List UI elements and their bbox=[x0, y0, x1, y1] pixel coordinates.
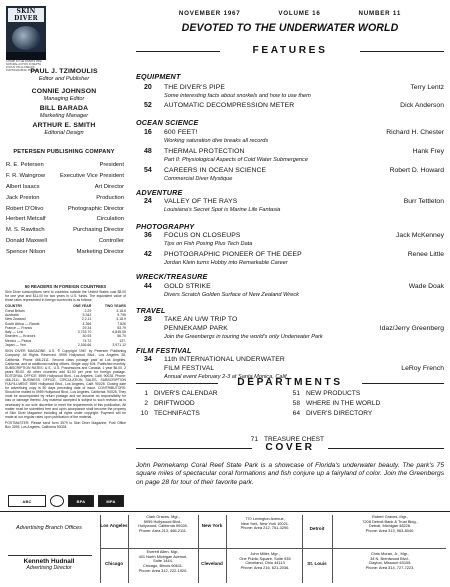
office-address: Everett Allen, Mgr., 401 North Michigan Avenue, Suite 1444, Chicago, Illinois 60611. Phone: Area 312, 222-1920. bbox=[138, 549, 188, 573]
article-subtitle: Jordan Klein turns Hobby into Remarkable Career bbox=[164, 260, 288, 266]
director-name: Kenneth Hudnall bbox=[23, 558, 75, 565]
foreign-rates-intro: Skin Diver subscriptions sent to countries outside the United States cost $8.00 for one year and $11.00 for two years in U.S. funds. The equivalent value of those rates represented in foreign currencies is as follows: bbox=[5, 290, 126, 303]
postmaster-notice: POSTMASTER: Please send form 3579 to Skin Diver Magazine, Post Office Box 3295, Los Angeles, California 90028. bbox=[5, 420, 126, 430]
cover-description: John Pennekamp Coral Reef State Park is a showcase of Florida's underwater beauty. The park's 75 square miles of spectacular coral formations and fish conjure up a fairyland of color. Join the Greenbergs on page 28 for tour of their favorite park. bbox=[136, 462, 444, 486]
page-number: 20 bbox=[144, 84, 152, 91]
table-row: Italy — Lira 3,733.70 6,845.05 bbox=[5, 330, 126, 335]
department-item[interactable] bbox=[288, 409, 372, 418]
category-wreck-treasure: WRECK/TREASURE bbox=[136, 272, 208, 281]
staff-row: M. S. Rawitsch Purchasing Director bbox=[6, 227, 124, 234]
article-title: TAKE AN U/W TRIP TO bbox=[164, 316, 238, 323]
staff-row: Herbert Metcalf Circulation bbox=[6, 216, 124, 223]
article-subtitle: Commercial Diver Mystique bbox=[164, 176, 233, 182]
article-author: Jack McKenney bbox=[396, 232, 444, 239]
advertising-offices bbox=[0, 511, 450, 587]
director-role: Advertising Director bbox=[26, 565, 72, 571]
masthead-name: CONNIE JOHNSON bbox=[31, 88, 97, 95]
page-number: 2 bbox=[144, 400, 148, 407]
article-entry[interactable] bbox=[136, 83, 444, 92]
department-item[interactable] bbox=[288, 389, 360, 398]
article-entry[interactable] bbox=[136, 101, 444, 110]
staff-list bbox=[6, 160, 124, 258]
article-subtitle: Part II: Physiological Aspects of Cold Water Submergence bbox=[164, 157, 308, 163]
cover-line: FOCUS ON CLOSEUPS bbox=[6, 66, 35, 69]
office-city: Cleveland bbox=[201, 561, 223, 566]
department-name: DIVER'S DIRECTORY bbox=[306, 410, 373, 417]
article-entry[interactable] bbox=[136, 315, 444, 324]
abc-logo: ABC bbox=[8, 495, 46, 507]
category-ocean-science: OCEAN SCIENCE bbox=[136, 118, 199, 127]
table-row: Japan — Yen 2,166.66 3,971.12 bbox=[5, 343, 126, 348]
page-number: 1 bbox=[144, 390, 148, 397]
page-number: 28 bbox=[144, 316, 152, 323]
tagline: DEVOTED TO THE UNDERWATER WORLD bbox=[181, 22, 399, 34]
category-adventure: ADVENTURE bbox=[136, 188, 183, 197]
table-row: Australia 5.342 9.795 bbox=[5, 312, 126, 317]
contents-column bbox=[136, 0, 444, 510]
article-author: Burr Tettleton bbox=[403, 198, 444, 205]
masthead-name: BILL BARADA bbox=[39, 105, 89, 112]
advertising-branch-label: Advertising Branch Offices bbox=[16, 525, 82, 531]
article-entry[interactable] bbox=[136, 147, 444, 156]
masthead-design bbox=[0, 122, 128, 137]
article-entry[interactable] bbox=[136, 128, 444, 137]
staff-row: Albert Isaacs Art Director bbox=[6, 183, 124, 190]
office-city: Detroit bbox=[309, 526, 325, 531]
article-entry[interactable] bbox=[136, 250, 444, 259]
table-row: Great Britain 2.29 3.18.6 bbox=[5, 308, 126, 313]
cover-strip bbox=[6, 52, 46, 60]
department-item[interactable] bbox=[136, 389, 218, 398]
masthead-role: Marketing Manager bbox=[39, 113, 89, 119]
department-name: WHERE IN THE WORLD bbox=[306, 400, 381, 407]
masthead-name: PAUL J. TZIMOULIS bbox=[30, 68, 98, 75]
article-title: AUTOMATIC DECOMPRESSION METER bbox=[164, 102, 295, 109]
page-number: 48 bbox=[144, 148, 152, 155]
grid-line bbox=[128, 515, 129, 583]
seal-icon bbox=[50, 495, 64, 507]
department-name: TREASURE CHEST bbox=[264, 436, 325, 443]
page-number: 71 bbox=[250, 436, 258, 443]
article-title: THE DIVER'S PIPE bbox=[164, 84, 226, 91]
category-travel: TRAVEL bbox=[136, 306, 166, 315]
article-author: Hank Frey bbox=[412, 148, 444, 155]
page-number: 44 bbox=[144, 283, 152, 290]
foreign-readers-title: 50 READERS IN FOREIGN COUNTRIES bbox=[24, 284, 107, 289]
subscription-fine-print bbox=[5, 285, 126, 429]
article-title: PHOTOGRAPHIC PIONEER OF THE DEEP bbox=[164, 251, 302, 258]
office-city: Los Angeles bbox=[100, 523, 128, 528]
department-item[interactable] bbox=[136, 409, 200, 418]
article-title: 11th INTERNATIONAL UNDERWATER bbox=[164, 356, 285, 363]
table-row: France — Francs 29.34 53.79 bbox=[5, 325, 126, 330]
staff-row: Spencer Nilson Marketing Director bbox=[6, 249, 124, 256]
page-number: 42 bbox=[144, 251, 152, 258]
masthead-role: Editorial Design bbox=[44, 130, 84, 136]
issue-number: NUMBER 11 bbox=[358, 10, 402, 17]
page-number: 16 bbox=[144, 129, 152, 136]
article-entry[interactable] bbox=[136, 197, 444, 206]
article-subtitle: Tips on Fish Posing Plus Tech Data bbox=[164, 241, 253, 247]
article-author: Robert D. Howard bbox=[389, 167, 444, 174]
departments-heading: DEPARTMENTS bbox=[237, 377, 343, 388]
department-item[interactable] bbox=[288, 399, 380, 408]
office-address: 770 Lexington Avenue, New York, New York 10021. Phone: Area 212, 751-3290. bbox=[240, 516, 290, 531]
article-subtitle: Louisiana's Secret Spot is Marine Life Fantasia bbox=[164, 207, 281, 213]
category-film-festival: FILM FESTIVAL bbox=[136, 346, 192, 355]
office-address: Robert Graves, Mgr., 7208 Detroit Bank & Trust Bldg., Detroit, Michigan 48226. Phone: Area 313, 963-8040. bbox=[362, 514, 418, 534]
advertising-director bbox=[4, 558, 94, 571]
table-row: South Africa — Rands 4.266 7.826 bbox=[5, 321, 126, 326]
foreign-rates-table bbox=[5, 304, 126, 347]
article-author: Wade Doak bbox=[408, 283, 444, 290]
article-entry[interactable] bbox=[136, 282, 444, 291]
page-number: 24 bbox=[144, 198, 152, 205]
department-name: DIVER'S CALENDAR bbox=[154, 390, 218, 397]
rates-header-row: COUNTRY ONE YEAR TWO YEARS bbox=[5, 304, 126, 309]
category-photography: PHOTOGRAPHY bbox=[136, 222, 195, 231]
article-entry[interactable] bbox=[136, 355, 444, 364]
staff-row: R. E. Petersen President bbox=[6, 162, 124, 168]
cover-diver-image bbox=[12, 26, 40, 50]
article-title-line2: FILM FESTIVAL bbox=[164, 365, 215, 372]
skin-diver-logo: SKIN DIVER bbox=[8, 8, 44, 22]
article-author: Renee Little bbox=[407, 251, 444, 258]
masthead-role: Editor and Publisher bbox=[38, 76, 90, 82]
office-city: St. Louis bbox=[307, 561, 327, 566]
table-row: New Zealand 2.2.11 3.18.9 bbox=[5, 317, 126, 322]
office-address: Chris Moran, Jr., Mgr., 34 N. Brentwood Blvd., Clayton, Missouri 63105. Phone: Area 314, 727-7223. bbox=[365, 551, 415, 571]
office-address: John Miller, Mgr., One Public Square, Suite 935 Cleveland, Ohio 44113 Phone: Area 216, 621-2036. bbox=[239, 551, 291, 571]
article-author: LeRoy French bbox=[401, 365, 444, 372]
masthead-managing-editor bbox=[0, 88, 128, 103]
article-subtitle: Divers Scratch Golden Surface of New Zealand Wreck bbox=[164, 292, 299, 298]
article-subtitle: Working saturation dive breaks all records bbox=[164, 138, 269, 144]
page-number: 58 bbox=[292, 400, 300, 407]
masthead-marketing bbox=[0, 105, 128, 120]
bpa-logo: BPA bbox=[68, 495, 94, 507]
article-author: Dick Anderson bbox=[400, 102, 444, 109]
staff-row: F. R. Waingrow Executive Vice President bbox=[6, 172, 124, 179]
publisher-title: PETERSEN PUBLISHING COMPANY bbox=[13, 149, 115, 155]
advertising-divider bbox=[8, 555, 92, 556]
article-title: THERMAL PROTECTION bbox=[164, 148, 245, 155]
article-title: CAREERS IN OCEAN SCIENCE bbox=[164, 167, 267, 174]
association-logos bbox=[8, 495, 126, 507]
page-number: 54 bbox=[144, 167, 152, 174]
department-name: TECHNIFACTS bbox=[154, 410, 200, 417]
staff-row: Jack Preston Production bbox=[6, 194, 124, 201]
page-number: 64 bbox=[292, 410, 300, 417]
office-city: Chicago bbox=[104, 561, 124, 566]
article-author: Idaz/Jerry Greenberg bbox=[379, 325, 444, 332]
masthead-role: Managing Editor bbox=[43, 96, 85, 102]
table-row: Mexico — Pesos 74.72 137. bbox=[5, 338, 126, 343]
article-title-line2: PENNEKAMP PARK bbox=[164, 325, 228, 332]
article-title: VALLEY OF THE RAYS bbox=[164, 198, 238, 205]
grid-line bbox=[226, 515, 227, 583]
staff-row: Robert D'Olivo Photographic Director bbox=[6, 205, 124, 212]
article-entry[interactable] bbox=[136, 166, 444, 175]
category-equipment: EQUIPMENT bbox=[136, 72, 181, 81]
grid-line bbox=[332, 515, 333, 583]
article-entry-continued[interactable] bbox=[136, 324, 444, 333]
page-number: 51 bbox=[292, 390, 300, 397]
legal-notice: SKIN DIVER MAGAZINE, U.S. ® Copyright 1967 by Petersen Publishing Company. All Rights Reserved. 5959 Hollywood Blvd., Los Angeles 28, California. Phone 466-2111. Second class postage paid at Los Angeles, California, and at additional mailing offices. Single copy 60¢. Published monthly. SUBSCRIPTION RATES: U.S., U.S. Possessions and Canada, 1 year $6.00, 2 years $9.00. All other countries add $1.00 per year for foreign postage. EDITORIAL OFFICE: 5959 Hollywood Blvd., Los Angeles, Calif. 90028. Phone: 466-2111. BUSINESS OFFICE, CIRCULATION SALES, SUBSCRIPTION FULFILLMENT: 5959 Hollywood Blvd., Los Angeles, Calif. 90028. Closing date for advertising copy is 50 days preceding date of issue. CONTRIBUTORS: Should be mailed to 5959 Hollywood Blvd., Los Angeles, California, 90028. They must be accompanied by return postage and we assume no responsibility for loss or damage thereto. Any material accepted is subject to such revision as is necessary in our sole discretion to meet the requirements of this publication. All matter must be submitted free and upon acceptance shall become the property of Skin Diver Magazine including all rights under copyright. Payment will be made at our regular rates upon publication of the material. bbox=[5, 349, 126, 419]
bottom-rule bbox=[0, 511, 450, 512]
article-entry-continued[interactable] bbox=[136, 364, 444, 373]
article-author: Richard H. Chester bbox=[386, 129, 444, 136]
article-title: FOCUS ON CLOSEUPS bbox=[164, 232, 241, 239]
page-number: 36 bbox=[144, 232, 152, 239]
features-heading: FEATURES bbox=[252, 45, 328, 56]
department-name: DRIFTWOOD bbox=[154, 400, 195, 407]
staff-row: Donald Maxwell Controller bbox=[6, 238, 124, 245]
article-subtitle: Some interesting facts about snorkels and how to use them bbox=[164, 93, 311, 99]
article-title: GOLD STRIKE bbox=[164, 283, 211, 290]
page-number: 52 bbox=[144, 102, 152, 109]
cover-heading: COVER bbox=[265, 442, 315, 453]
cover-line: NATURAL ACTION IN DEPTH bbox=[6, 63, 42, 66]
page-number: 10 bbox=[140, 410, 148, 417]
masthead-editor bbox=[0, 68, 128, 83]
office-address: Clark Graves, Mgr., 5959 Hollywood Blvd., Hollywood, California 90028. Phone: Area 213, 466-2111. bbox=[138, 514, 188, 534]
masthead-name: ARTHUR E. SMITH bbox=[32, 122, 96, 129]
cover-thumbnail bbox=[6, 6, 46, 60]
cover-line: A PARK IN THE DIVER'S PIPE bbox=[6, 60, 42, 63]
article-subtitle: Join the Greenbergs in touring the world's only Underwater Park bbox=[164, 334, 323, 340]
article-entry[interactable] bbox=[136, 231, 444, 240]
issue-line bbox=[136, 10, 444, 17]
department-item[interactable] bbox=[136, 399, 195, 408]
department-name: NEW PRODUCTS bbox=[306, 390, 361, 397]
article-author: Terry Lentz bbox=[410, 84, 444, 91]
cover-line: PHOTOGRAPHIC PIONEER bbox=[6, 69, 40, 72]
article-title: 600 FEET! bbox=[164, 129, 198, 136]
office-city: New York bbox=[201, 523, 223, 528]
issue-date: NOVEMBER 1967 bbox=[178, 10, 241, 17]
article-subtitle: Annual event February 2-3 at Santa Monica, Calif. bbox=[164, 374, 289, 380]
department-item[interactable] bbox=[246, 435, 324, 444]
issue-volume: VOLUME 16 bbox=[278, 10, 321, 17]
mpa-logo: MPA bbox=[98, 495, 124, 507]
table-row: Sweden — Kronors 30.93 56.70 bbox=[5, 334, 126, 339]
masthead-column bbox=[0, 0, 128, 504]
page-number: 34 bbox=[144, 356, 152, 363]
